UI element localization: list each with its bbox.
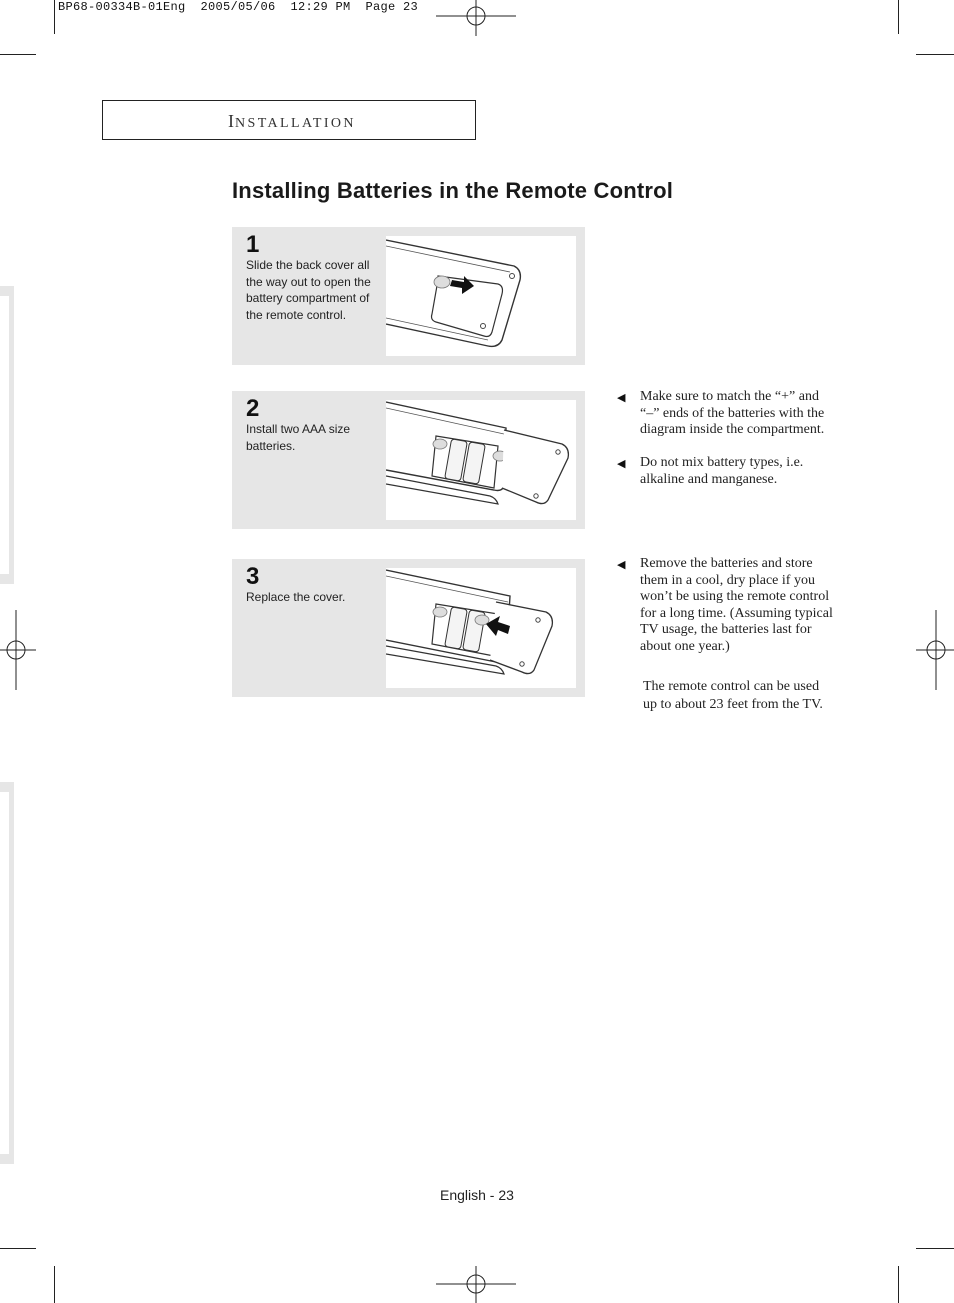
step-2-panel (232, 391, 585, 529)
note-range: The remote control can be used up to about 23 feet from the TV. (643, 679, 823, 712)
note-battery-types: Do not mix battery types, i.e. alkaline and manganese. (640, 455, 804, 487)
crop-mark (916, 1248, 954, 1249)
registration-mark-top-icon (436, 0, 518, 36)
note-storage: Remove the batteries and store them in a cool, dry place if you won’t be using the remote control for a long time. (Assuming typical TV usage, the batteries last for about one year.) (640, 556, 833, 654)
section-header-box (102, 100, 476, 140)
crop-mark (54, 1266, 55, 1303)
crop-mark (898, 0, 899, 34)
step-number: 2 (246, 395, 260, 422)
step-1-panel (232, 227, 585, 365)
step-instructions: Install two AAA size batteries. (246, 422, 351, 453)
section-label: INSTALLATION (228, 111, 356, 131)
bullet-arrow-icon: ◀ (617, 559, 626, 571)
note-polarity: Make sure to match the “+” and “–” ends of the batteries with the diagram inside the compartment. (640, 389, 825, 438)
bullet-arrow-icon: ◀ (617, 458, 626, 470)
step-number: 3 (246, 563, 260, 590)
left-edge-bar (0, 782, 14, 1164)
remote-replace-cover-icon (386, 568, 576, 688)
crop-mark (916, 54, 954, 55)
left-edge-bar (0, 286, 14, 584)
step-number: 1 (246, 231, 260, 258)
step-instructions: Replace the cover. (246, 590, 346, 604)
bullet-arrow-icon: ◀ (617, 392, 626, 404)
registration-mark-left-icon (0, 610, 36, 690)
page-number: English - 23 (440, 1187, 514, 1203)
crop-mark (54, 0, 55, 34)
remote-open-cover-icon (386, 236, 576, 356)
crop-mark (898, 1266, 899, 1303)
step-3-panel (232, 559, 585, 697)
crop-mark (0, 54, 36, 55)
registration-mark-right-icon (916, 610, 954, 690)
remote-install-batteries-icon (386, 400, 576, 520)
page-title: Installing Batteries in the Remote Control (232, 178, 674, 203)
crop-mark (0, 1248, 36, 1249)
registration-mark-bottom-icon (436, 1266, 518, 1303)
step-instructions: Slide the back cover all the way out to open the battery compartment of the remote control. (246, 258, 371, 322)
print-slug-line: BP68-00334B-01Eng 2005/05/06 12:29 PM Page 23 (58, 0, 419, 14)
